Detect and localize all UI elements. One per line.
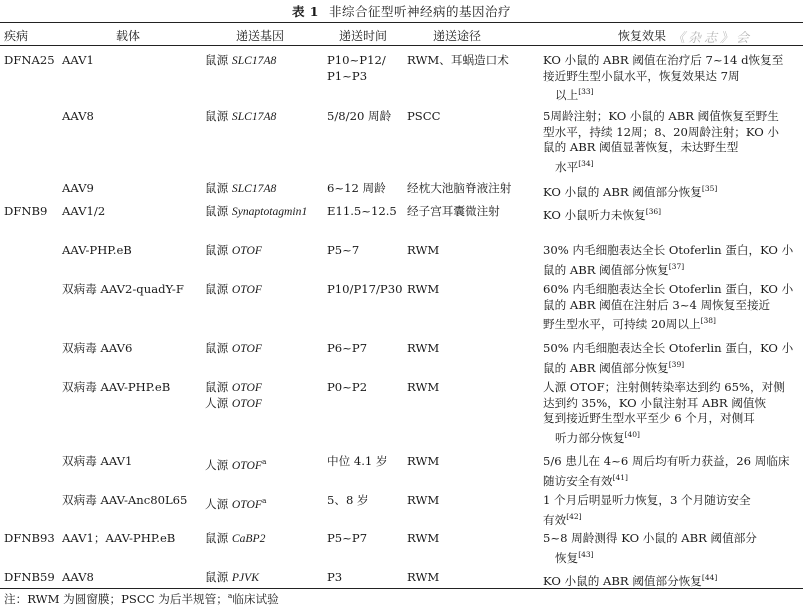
gene-name: SLC17A8 <box>231 54 277 67</box>
note-prefix: 注：RWM 为圆窗膜；PSCC 为后半规管； <box>4 592 228 606</box>
effect-line: 达到约 35%，KO 小鼠注射耳 ABR 阈值恢 <box>543 395 767 410</box>
effect-line: 鼠的 ABR 阈值显著恢复，未达野生型 <box>543 140 739 155</box>
time-line: P10~P12/ <box>327 53 386 67</box>
gene-cell <box>205 282 262 298</box>
gene-prefix: 鼠源 <box>205 380 229 394</box>
effect-line: 5/6 患儿在 4~6 周后均有听力获益，26 周临床 <box>543 454 790 468</box>
effect-line: 恢复 <box>555 550 579 565</box>
effect-cell <box>543 493 751 528</box>
effect-line: 鼠的 ABR 阈值部分恢复 <box>543 360 669 375</box>
header-vector: 载体 <box>116 29 141 43</box>
header-disease: 疾病 <box>4 29 29 43</box>
gene-prefix: 鼠源 <box>205 282 229 296</box>
gene-name: Synaptotagmin1 <box>231 205 308 218</box>
reference: [41] <box>612 472 628 482</box>
gene-name: SLC17A8 <box>231 110 277 123</box>
gene-name: OTOF <box>231 244 262 257</box>
gene-name: OTOF <box>231 283 262 296</box>
time-line: P10/P17/P30 <box>327 282 403 296</box>
vector-cell: AAV8 <box>62 109 94 123</box>
gene-prefix: 鼠源 <box>205 109 229 123</box>
time-line: P5~P7 <box>327 531 368 545</box>
gene-prefix: 人源 <box>205 395 229 410</box>
time-line: 中位 4.1 岁 <box>327 454 388 468</box>
reference: [35] <box>701 184 718 193</box>
reference: [43] <box>578 549 594 559</box>
vector-cell: 双病毒 AAV-PHP.eB <box>62 380 171 394</box>
effect-line: 以上 <box>555 88 579 103</box>
route-cell: RWM <box>407 493 440 507</box>
gene-sup: a <box>261 496 267 505</box>
reference: [37] <box>668 261 685 271</box>
effect-cell <box>543 181 717 201</box>
gene-cell <box>205 181 276 197</box>
route-cell: RWM <box>407 454 440 468</box>
reference: [39] <box>668 359 685 369</box>
effect-line: 野生型水平，可持续 20周以上 <box>543 317 701 332</box>
gene-name: OTOF <box>231 498 262 511</box>
route-cell: 经子宫耳囊微注射 <box>407 204 500 218</box>
gene-sup: a <box>261 457 267 466</box>
gene-cell <box>205 380 262 411</box>
effect-line: 5周龄注射；KO 小鼠的 ABR 阈值恢复至野生 <box>543 109 779 123</box>
reference: [40] <box>624 429 640 439</box>
time-cell <box>327 454 388 470</box>
gene-name: OTOF <box>231 381 262 394</box>
time-cell <box>327 53 386 84</box>
gene-cell <box>205 204 307 220</box>
time-cell <box>327 181 386 197</box>
time-line: 5、8 岁 <box>327 493 369 507</box>
route-cell: RWM、耳蜗造口术 <box>407 53 509 67</box>
gene-cell <box>205 493 266 513</box>
route-cell: RWM <box>407 282 440 296</box>
header-route: 递送途径 <box>433 29 482 43</box>
effect-cell <box>543 204 661 224</box>
gene-prefix: 人源 <box>205 458 229 472</box>
header-time: 递送时间 <box>339 29 388 43</box>
effect-cell <box>543 243 793 278</box>
table-title <box>0 2 803 20</box>
header-effect: 恢复效果 <box>618 29 667 43</box>
time-cell <box>327 531 367 547</box>
time-line: 5/8/20 周龄 <box>327 109 392 123</box>
effect-cell <box>543 282 793 333</box>
gene-cell <box>205 570 259 586</box>
route-cell: PSCC <box>407 109 441 123</box>
header-gene: 递送基因 <box>236 29 285 43</box>
disease-cell: DFNB93 <box>4 531 55 545</box>
reference: [33] <box>578 87 594 97</box>
disease-cell: DFNA25 <box>4 53 55 67</box>
route-cell: 经枕大池脑脊液注射 <box>407 181 512 195</box>
table-caption: 非综合征型听神经病的基因治疗 <box>329 4 512 19</box>
time-cell <box>327 109 391 125</box>
reference: [44] <box>701 573 718 582</box>
gene-name: OTOF <box>231 459 262 472</box>
gene-prefix: 人源 <box>205 497 229 511</box>
time-line: 6~12 周龄 <box>327 181 386 195</box>
gene-cell <box>205 454 266 474</box>
effect-line: KO 小鼠的 ABR 阈值在治疗后 7~14 d恢复至 <box>543 53 784 67</box>
disease-cell: DFNB59 <box>4 570 55 584</box>
top-rule <box>0 22 803 23</box>
gene-name: SLC17A8 <box>231 182 277 195</box>
effect-line: 有效 <box>543 512 567 527</box>
gene-name: OTOF <box>231 396 262 410</box>
effect-line: KO 小鼠听力未恢复 <box>543 208 646 222</box>
gene-cell <box>205 53 276 69</box>
time-cell <box>327 493 369 509</box>
note-suffix: 临床试验 <box>232 592 279 606</box>
effect-line: 1 个月后明显听力恢复，3 个月随访安全 <box>543 493 751 507</box>
route-cell: RWM <box>407 570 440 584</box>
effect-line: 接近野生型小鼠水平，恢复效果达 7周 <box>543 68 740 83</box>
vector-cell: AAV9 <box>62 181 94 195</box>
effect-cell <box>543 53 783 104</box>
effect-line: 5~8 周龄测得 KO 小鼠的 ABR 阈值部分 <box>543 531 757 545</box>
gene-cell <box>205 243 262 259</box>
reference: [38] <box>700 316 716 326</box>
vector-cell: 双病毒 AAV6 <box>62 341 133 355</box>
reference: [42] <box>566 511 582 521</box>
vector-cell: AAV1 <box>62 53 94 67</box>
time-cell <box>327 380 367 396</box>
effect-line: 水平 <box>555 159 579 174</box>
time-cell <box>327 341 367 357</box>
gene-name: CaBP2 <box>231 532 266 545</box>
gene-prefix: 鼠源 <box>205 204 229 218</box>
effect-line: 鼠的 ABR 阈值在注射后 3~4 周恢复至接近 <box>543 297 771 312</box>
effect-line: 30% 内毛细胞表达全长 Otoferlin 蛋白，KO 小 <box>543 243 794 257</box>
note-sup: a <box>227 591 233 600</box>
effect-line: 型水平，持续 12周；8、20周龄注射；KO 小 <box>543 124 780 139</box>
effect-line: KO 小鼠的 ABR 阈值部分恢复 <box>543 574 702 588</box>
watermark: 《杂志》会 <box>672 31 753 46</box>
vector-cell: AAV1；AAV-PHP.eB <box>62 531 176 545</box>
time-line: P3 <box>327 570 343 584</box>
route-cell: RWM <box>407 243 440 257</box>
vector-cell: 双病毒 AAV2-quadY-F <box>62 282 184 296</box>
time-cell <box>327 243 359 259</box>
vector-cell: AAV-PHP.eB <box>62 243 132 257</box>
effect-cell <box>543 109 779 175</box>
reference: [34] <box>578 158 594 168</box>
effect-cell <box>543 341 793 376</box>
effect-line: 随访安全有效 <box>543 473 613 488</box>
gene-cell <box>205 109 276 125</box>
effect-line: 人源 OTOF；注射侧转染率达到约 65%，对侧 <box>543 380 785 394</box>
effect-line: 鼠的 ABR 阈值部分恢复 <box>543 262 669 277</box>
vector-cell: AAV1/2 <box>62 204 106 218</box>
route-cell: RWM <box>407 380 440 394</box>
gene-name: PJVK <box>231 571 259 584</box>
gene-prefix: 鼠源 <box>205 181 229 195</box>
time-line: P0~P2 <box>327 380 368 394</box>
effect-cell <box>543 454 790 489</box>
effect-cell <box>543 570 717 590</box>
time-cell <box>327 282 402 298</box>
disease-cell: DFNB9 <box>4 204 48 218</box>
gene-prefix: 鼠源 <box>205 570 229 584</box>
gene-prefix: 鼠源 <box>205 243 229 257</box>
reference: [36] <box>645 207 662 216</box>
time-line: P1~P3 <box>327 68 368 83</box>
effect-line: 60% 内毛细胞表达全长 Otoferlin 蛋白，KO 小 <box>543 282 794 296</box>
gene-name: OTOF <box>231 342 262 355</box>
time-line: P5~7 <box>327 243 360 257</box>
effect-line: 复到接近野生型水平至少 6 个月，对侧耳 <box>543 411 755 426</box>
effect-cell <box>543 380 785 446</box>
gene-cell <box>205 341 262 357</box>
gene-prefix: 鼠源 <box>205 341 229 355</box>
effect-line: KO 小鼠的 ABR 阈值部分恢复 <box>543 185 702 199</box>
effect-line: 听力部分恢复 <box>555 430 625 445</box>
effect-cell <box>543 531 757 566</box>
time-cell <box>327 570 342 586</box>
time-line: P6~P7 <box>327 341 368 355</box>
table-number: 表 1 <box>291 4 320 19</box>
time-cell <box>327 204 397 220</box>
route-cell: RWM <box>407 531 440 545</box>
vector-cell: 双病毒 AAV-Anc80L65 <box>62 493 188 507</box>
time-line: E11.5~12.5 <box>327 204 397 218</box>
vector-cell: 双病毒 AAV1 <box>62 454 133 468</box>
effect-line: 50% 内毛细胞表达全长 Otoferlin 蛋白，KO 小 <box>543 341 794 355</box>
gene-prefix: 鼠源 <box>205 53 229 67</box>
gene-cell <box>205 531 265 547</box>
vector-cell: AAV8 <box>62 570 94 584</box>
route-cell: RWM <box>407 341 440 355</box>
table-note <box>4 591 279 607</box>
gene-prefix: 鼠源 <box>205 531 229 545</box>
